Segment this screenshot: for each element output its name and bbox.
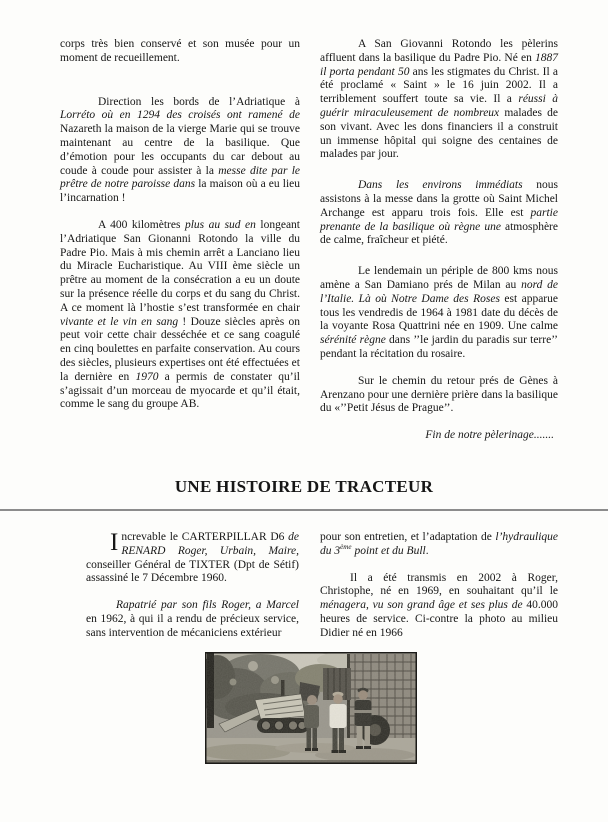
pilgrimage-left-column [60,38,300,425]
pilgrimage-left-paragraph-1: corps très bien conservé et son musée pour un moment de recueillement. [60,38,300,64]
pilgrimage-left-paragraph-2: Direction les bords de l’Adriatique à Lorréto où en 1294 des croisés ont ramené de Nazareth la maison de la vierge Marie qui se trouve maintenant au centre de la basilique. Que d’émotion pour les occupants du car debout au coude à coude pour assister à la messe dite par le prêtre de notre paroisse dans la maison où a eu lieu l’incarnation ! [60,95,300,205]
tracteur-right-paragraph-2: Il a été transmis en 2002 à Roger, Christophe, né en 1969, en souhaitant qu’il le ménagera, vu son grand âge et ses plus de 40.000 heures de service. Ci-contre la photo au milieu Didier né en 1966 [320,571,559,639]
pilgrimage-right-paragraph-1: A San Giovanni Rotondo les pèlerins affluent dans la basilique du Padre Pio. Né en 1887 il porta pendant 50 ans les stigmates du Christ. Il a été proclamé « Saint » le 16 juin 2002. Il a terriblement souffert toute sa vie. Il a réussi à guérir miraculeusement de nombreux malades de son vivant. Avec les dons financiers il a construit un immense hôpital qui soigne des centaines de malades par jour. [320,38,558,161]
tracteur-left-paragraph-1 [86,531,299,586]
tracteur-left-paragraph-2: Rapatrié par son fils Roger, a Marcel en 1962, à qui il a rendu de précieux service, sans intervention de mécaniciens extérieur [86,599,299,639]
pilgrimage-left-paragraph-3: A 400 kilomètres plus au sud en longeant l’Adriatique San Gionanni Rotondo la ville du Padre Pio. Mais à mis chemin arrêt a Lanciano lieu du Miracle Eucharistique. Au VIII ème siècle un prêtre au moment de la consécration a eu un doute sur la présence réelle du corps et du sang du Christ. A ce moment là l’hostie s’est transformée en chair vivante et le vin en sang ! Douze siècles après on peut voir cette chair desséchée et ce sang coagulé en cinq boulettes en parfaite conservation. Au cours des siècles, plusieurs expertises ont été effectuées et la dernière en 1970 a permis de constater qu’il s’agissait d’un morceau de myocarde et qu’il était, comme le sang du groupe AB. [60,218,301,411]
tractor-photo [205,652,417,764]
photo-grain [205,652,417,764]
pilgrimage-right-column [320,38,558,443]
tractor-photo-image [205,652,417,764]
tracteur-right-paragraph-1: pour son entretien, et l’adaptation de l’hydraulique du 3ème point et du Bull. [320,531,558,557]
article-title: UNE HISTOIRE DE TRACTEUR [174,477,434,496]
pilgrimage-signoff: Fin de notre pèlerinage....... [425,429,554,442]
section-divider [0,509,608,511]
drop-cap: I [110,529,119,556]
tracteur-left-column [86,531,299,654]
tracteur-left-paragraph-1-text: ncrevable le CARTERPILLAR D6 de RENARD Roger, Urbain, Maire, conseiller Général de TIXTER (Dpt de Sétif) assassiné le 7 Décembre 1960. [86,531,299,585]
pilgrimage-right-paragraph-4: Sur le chemin du retour prés de Gènes à Arenzano pour une dernière prière dans la basilique du «’’Petit Jésus de Prague’’. [320,374,558,415]
pilgrimage-right-paragraph-2: Dans les environs immédiats nous assistons à la messe dans la grotte où Saint Michel Archange est apparu trois fois. Elle est partie prenante de la basilique où règne une atmosphère de calme, fraîcheur et piété. [320,179,558,247]
pilgrimage-right-paragraph-3: Le lendemain un périple de 800 kms nous amène a San Damiano prés de Milan au nord de l’Italie. Là où Notre Dame des Roses est apparue tous les vendredis de 1964 à 1981 date du décès de la voyante Rosa Quattrini née en 1909. Une calme sérénité règne dans ’’le jardin du paradis sur terre’’ pendant la récitation du rosaire. [320,265,558,360]
tracteur-right-column [320,531,558,654]
